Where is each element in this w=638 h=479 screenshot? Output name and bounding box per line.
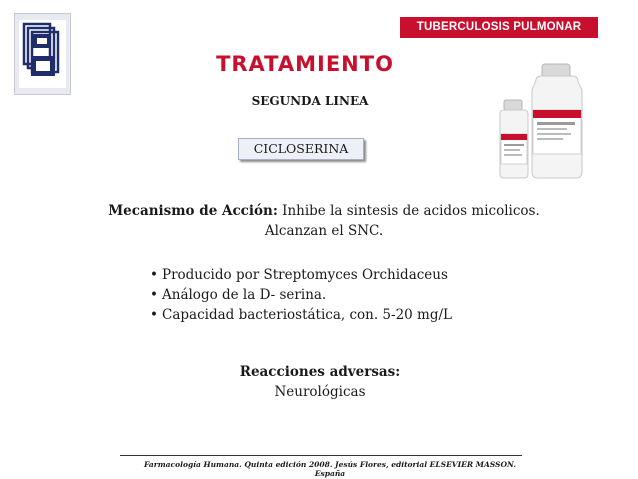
bullet-icon: • — [150, 307, 158, 323]
header-label: TUBERCULOSIS PULMONAR — [416, 21, 582, 33]
footer-reference: Farmacología Humana. Quinta edición 2008. Jesús Flores, editorial ELSEVIER MASSON. España — [144, 460, 516, 478]
mechanism-line-1 — [94, 201, 554, 221]
footer-divider — [120, 455, 522, 456]
bullet-list — [150, 265, 550, 325]
mechanism-line-2: Alcanzan el SNC. — [264, 223, 384, 239]
mechanism-paragraph — [94, 201, 554, 241]
adverse-reactions-text: Neurológicas — [274, 384, 366, 400]
bullet-text: Capacidad bacteriostática, con. 5-20 mg/L — [162, 307, 453, 323]
list-item — [150, 265, 550, 285]
product-image — [492, 60, 612, 180]
list-item — [150, 305, 550, 325]
logo-icon — [15, 14, 70, 94]
logo — [14, 13, 71, 95]
bullet-icon: • — [150, 287, 158, 303]
list-item — [150, 285, 550, 305]
mechanism-label: Mecanismo de Acción: — [108, 203, 278, 219]
slide-title: TRATAMIENTO — [216, 52, 394, 76]
bullet-icon: • — [150, 267, 158, 283]
bullet-text: Análogo de la D- serina. — [162, 287, 327, 303]
adverse-reactions-heading: Reacciones adversas: — [239, 364, 401, 380]
slide-subtitle: SEGUNDA LINEA — [251, 94, 369, 108]
drug-name-box: CICLOSERINA — [238, 138, 364, 160]
medicine-bottles-icon — [492, 60, 612, 180]
bullet-text: Producido por Streptomyces Orchidaceus — [162, 267, 448, 283]
mechanism-text: Inhibe la sintesis de acidos micolicos. — [282, 203, 540, 219]
